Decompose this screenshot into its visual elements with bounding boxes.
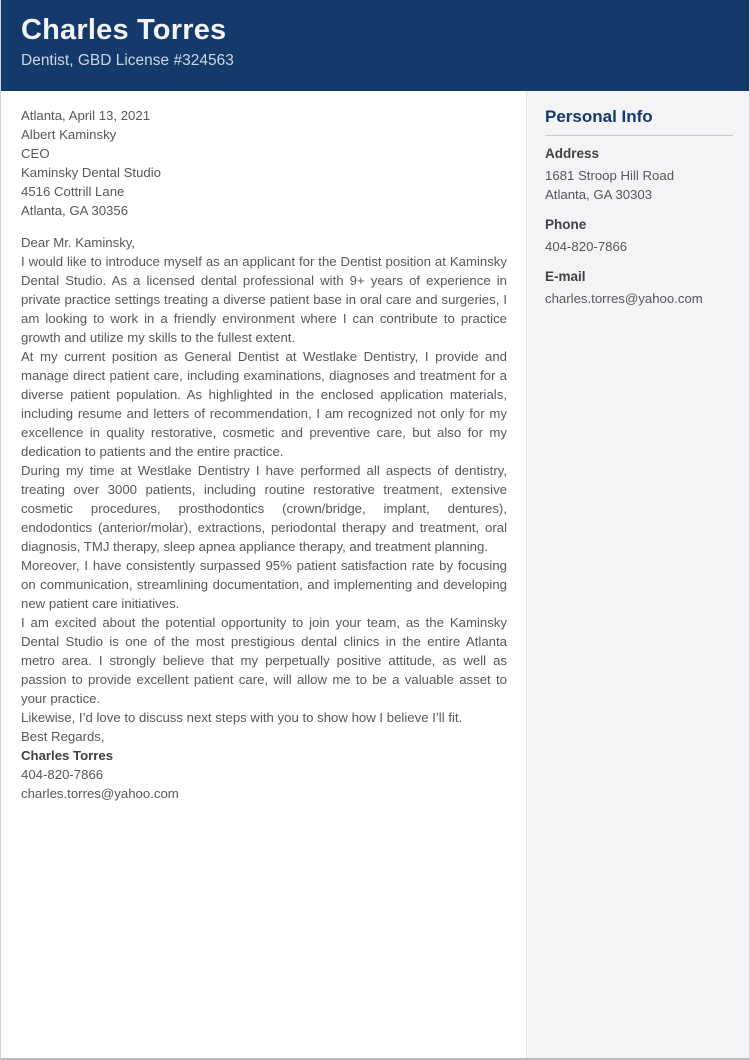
signature-name: Charles Torres — [21, 748, 114, 763]
sidebar-title: Personal Info — [545, 107, 653, 126]
address-label: Address — [545, 146, 600, 161]
letter-date: Atlanta, April 13, 2021 — [21, 108, 151, 123]
address-line-2: Atlanta, GA 30303 — [545, 187, 653, 202]
candidate-job-title: Dentist, GBD License #324563 — [21, 52, 234, 69]
phone-label: Phone — [545, 217, 587, 232]
letter-content — [1, 91, 749, 1060]
signature-block — [21, 746, 507, 803]
recipient-role: CEO — [21, 146, 50, 161]
signature-email: charles.torres@yahoo.com — [21, 786, 179, 801]
letter-paragraph-3: During my time at Westlake Dentistry I have performed all aspects of dentistry, treating over 3000 patients, including routine restorative treatment, extensive cosmetic procedures, prosthodontics (crown/bridge, implant, dentures), endodontics (anterior/molar), extractions, periodontal therapy and treatment, oral diagnosis, TMJ therapy, sleep apnea appliance therapy, and treatment planning. — [21, 463, 507, 554]
letter-paragraph-2: At my current position as General Dentist at Westlake Dentistry, I provide and manage direct patient care, including examinations, diagnoses and treatment for a diverse patient population. As highlighted in the enclosed application materials, including resume and letters of recommendation, I am recognized not only for my excellence in quality restorative, cosmetic and preventive care, but also for my dedication to patients and the entire practice. — [21, 349, 507, 459]
address-line-1: 1681 Stroop Hill Road — [545, 168, 675, 183]
address-section — [545, 146, 733, 204]
letter-paragraph-4: Moreover, I have consistently surpassed 95% patient satisfaction rate by focusing on communication, streamlining documentation, and implementing and developing new patient care initiatives. — [21, 558, 507, 611]
salutation: Dear Mr. Kaminsky, — [21, 235, 136, 250]
personal-info-sidebar — [526, 91, 749, 1060]
email-value: charles.torres@yahoo.com — [545, 291, 703, 306]
closing-line: Best Regards, — [21, 729, 105, 744]
phone-value: 404-820-7866 — [545, 239, 628, 254]
candidate-name: Charles Torres — [21, 14, 227, 46]
letter-header — [1, 0, 749, 91]
letter-paragraph-5: I am excited about the potential opportunity to join your team, as the Kaminsky Dental Studio is one of the most prestigious dental clinics in the entire Atlanta metro area. I strongly believe that my perpetually positive attitude, as well as passion to provide excellent patient care, will allow me to be a valuable asset to your practice. — [21, 615, 507, 706]
email-section — [545, 269, 733, 308]
phone-section — [545, 217, 733, 256]
recipient-company: Kaminsky Dental Studio — [21, 165, 162, 180]
recipient-block — [21, 125, 507, 220]
recipient-name: Albert Kaminsky — [21, 127, 117, 142]
letter-body — [1, 91, 526, 1060]
sidebar-divider — [545, 135, 733, 136]
letter-paragraph-6: Likewise, I’d love to discuss next steps with you to show how I believe I’ll fit. — [21, 710, 463, 725]
letter-paragraph-1: I would like to introduce myself as an applicant for the Dentist position at Kaminsky Dental Studio. As a licensed dental professional with 9+ years of experience in private practice settings treating a diverse patient base in oral care and surgeries, I am looking to work in a friendly environment where I can contribute to practice growth and utilize my skills to the fullest extent. — [21, 254, 507, 345]
recipient-street: 4516 Cottrill Lane — [21, 184, 125, 199]
signature-phone: 404-820-7866 — [21, 767, 104, 782]
recipient-city: Atlanta, GA 30356 — [21, 203, 129, 218]
email-label: E-mail — [545, 269, 586, 284]
